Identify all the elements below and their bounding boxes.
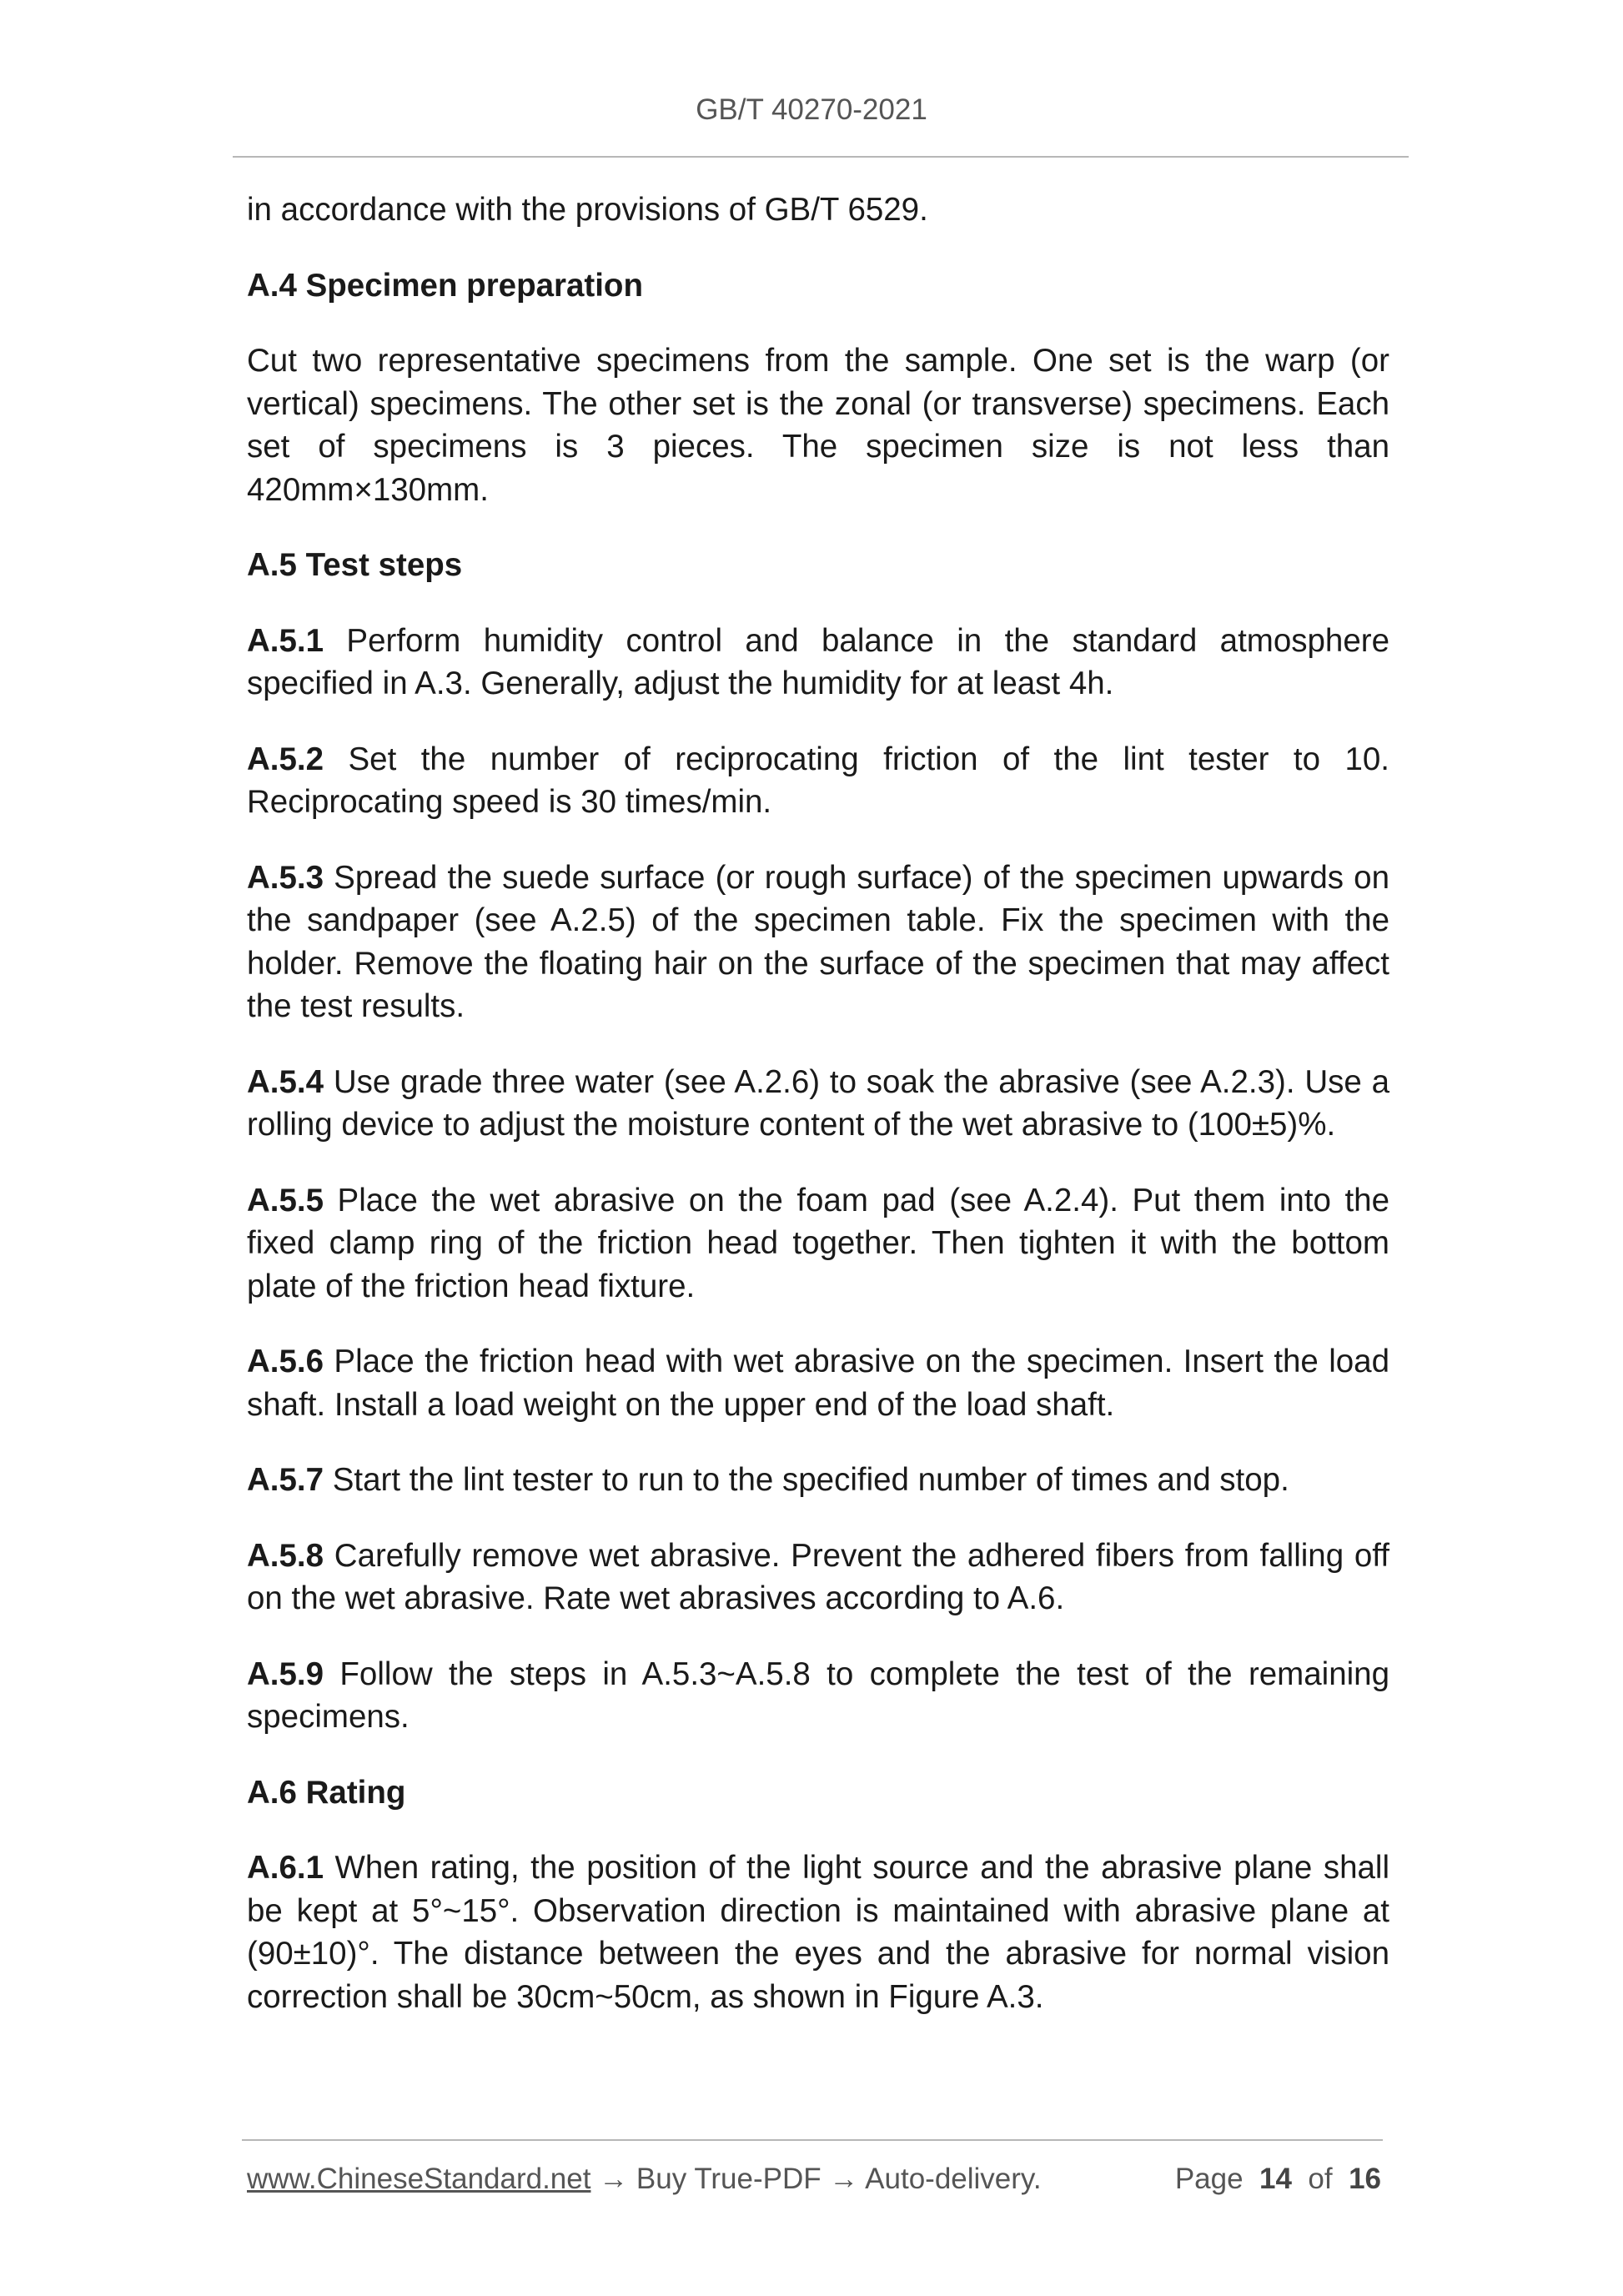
step-a5-5 <box>247 1179 1389 1309</box>
page-footer <box>247 2163 1381 2196</box>
step-text: Place the wet abrasive on the foam pad (see A.2.4). Put them into the fixed clamp ring of the friction head together. Then tighten it with the bottom plate of the friction head fixture. <box>247 1182 1389 1304</box>
footer-divider <box>242 2139 1383 2141</box>
document-header: GB/T 40270-2021 <box>696 93 927 126</box>
step-a5-9 <box>247 1653 1389 1739</box>
step-a5-3 <box>247 857 1389 1028</box>
step-text: Start the lint tester to run to the specified number of times and stop. <box>324 1462 1289 1498</box>
step-text: When rating, the position of the light source and the abrasive plane shall be kept at 5°~15°. Observation direction is maintained with abrasive plane at (90±10)°. The distance between the eyes and the abrasive for normal vision correction shall be 30cm~50cm, as shown in Figure A.3. <box>247 1850 1389 2015</box>
step-text: Place the friction head with wet abrasive on the specimen. Insert the load shaft. Install a load weight on the upper end of the load shaft. <box>247 1344 1389 1423</box>
intro-paragraph: in accordance with the provisions of GB/T 6529. <box>247 192 928 228</box>
section-a4-paragraph: Cut two representative specimens from the sample. One set is the warp (or vertical) specimens. The other set is the zonal (or transverse) specimens. Each set of specimens is 3 pieces. The specimen size is not less than 420mm×130mm. <box>247 343 1389 508</box>
step-a5-2 <box>247 738 1389 824</box>
section-a5-heading: A.5 Test steps <box>247 547 463 583</box>
page-label: Page <box>1174 2163 1244 2195</box>
step-number: A.5.4 <box>247 1063 324 1100</box>
step-a5-8 <box>247 1535 1389 1620</box>
step-a5-6 <box>247 1340 1389 1426</box>
section-a6-heading: A.6 Rating <box>247 1774 406 1811</box>
header-divider <box>233 156 1409 158</box>
section-a4-heading: A.4 Specimen preparation <box>247 267 643 304</box>
step-text: Carefully remove wet abrasive. Prevent the adhered fibers from falling off on the wet abrasive. Rate wet abrasives according to A.6. <box>247 1537 1389 1616</box>
page-total: 16 <box>1349 2163 1381 2195</box>
step-number: A.6.1 <box>247 1850 324 1886</box>
step-text: Follow the steps in A.5.3~A.5.8 to complete the test of the remaining specimens. <box>247 1655 1389 1735</box>
step-number: A.5.8 <box>247 1537 324 1574</box>
step-a5-7 <box>247 1459 1389 1502</box>
page-indicator <box>1175 2163 1381 2196</box>
step-text: Perform humidity control and balance in the standard atmosphere specified in A.3. Generally, adjust the humidity for at least 4h. <box>247 622 1389 701</box>
step-number: A.5.3 <box>247 859 324 896</box>
document-body <box>247 188 1389 2051</box>
step-number: A.5.5 <box>247 1182 324 1218</box>
step-a6-1 <box>247 1846 1389 2018</box>
step-text: Use grade three water (see A.2.6) to soak the abrasive (see A.2.3). Use a rolling device to adjust the moisture content of the wet abrasive to (100±5)%. <box>247 1063 1389 1143</box>
step-a5-1 <box>247 620 1389 706</box>
step-text: Set the number of reciprocating friction of the lint tester to 10. Reciprocating speed is 30 times/min. <box>247 741 1389 820</box>
step-number: A.5.9 <box>247 1655 324 1692</box>
step-number: A.5.2 <box>247 741 324 777</box>
step-text: Spread the suede surface (or rough surface) of the specimen upwards on the sandpaper (see A.2.5) of the specimen table. Fix the specimen with the holder. Remove the floating hair on the surface of the specimen that may affect the test results. <box>247 859 1389 1024</box>
step-number: A.5.1 <box>247 622 324 659</box>
page-of: of <box>1308 2163 1333 2195</box>
website-link[interactable]: www.ChineseStandard.net <box>247 2163 591 2195</box>
step-number: A.5.7 <box>247 1462 324 1498</box>
footer-tagline: → Buy True-PDF → Auto-delivery. <box>590 2163 1042 2195</box>
page-current: 14 <box>1259 2163 1292 2195</box>
step-a5-4 <box>247 1061 1389 1147</box>
step-number: A.5.6 <box>247 1344 324 1379</box>
